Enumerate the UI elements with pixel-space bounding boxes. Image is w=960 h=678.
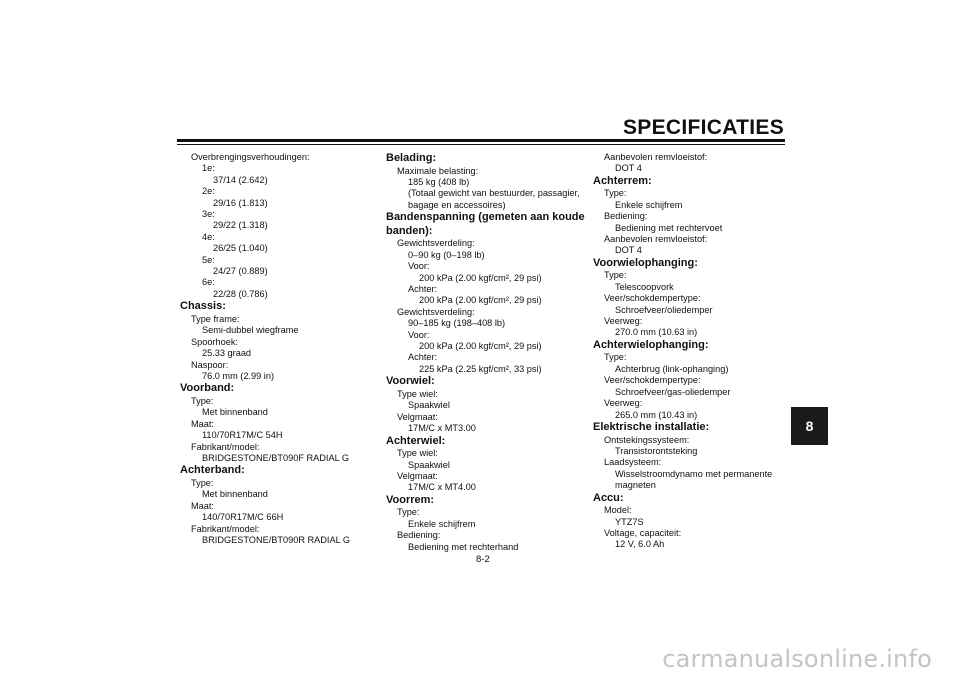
spec-line: Maximale belasting: — [397, 165, 479, 176]
section-heading: banden): — [386, 224, 433, 237]
spec-line: Spoorhoek: — [191, 336, 238, 347]
header-rule-thick — [177, 139, 785, 142]
spec-line: BRIDGESTONE/BT090F RADIAL G — [202, 452, 350, 463]
spec-line: 5e: — [202, 254, 215, 265]
spec-line: Aanbevolen remvloeistof: — [604, 234, 708, 245]
spec-line: Type: — [604, 352, 627, 363]
spec-line: Aanbevolen remvloeistof: — [604, 152, 708, 162]
section-heading: Bandenspanning (gemeten aan koude — [386, 211, 585, 224]
spec-line: Spaakwiel — [408, 459, 450, 470]
spec-line: Voor: — [408, 261, 430, 272]
spec-line: YTZ7S — [615, 516, 644, 527]
spec-line: 265.0 mm (10.43 in) — [615, 409, 698, 420]
spec-line: Voor: — [408, 329, 430, 340]
spec-line: Veerweg: — [604, 398, 643, 409]
section-heading: Voorwiel: — [386, 375, 435, 388]
spec-line: Met binnenband — [202, 407, 268, 418]
spec-line: Veerweg: — [604, 316, 643, 327]
spec-line: Met binnenband — [202, 489, 268, 500]
section-heading: Achterwielophanging: — [593, 338, 709, 351]
spec-line: Wisselstroomdynamo met permanente — [615, 468, 773, 479]
spec-line: Model: — [604, 505, 632, 516]
spec-line: Velgmaat: — [397, 470, 438, 481]
spec-line: Type wiel: — [397, 388, 438, 399]
spec-line: 17M/C x MT3.00 — [408, 423, 476, 434]
header-rule-thin — [177, 144, 785, 145]
spec-line: Enkele schijfrem — [408, 518, 476, 529]
spec-line: 6e: — [202, 277, 215, 288]
spec-line: 29/16 (1.813) — [213, 197, 268, 208]
spec-line: DOT 4 — [615, 163, 642, 174]
page-number: 8-2 — [476, 554, 490, 565]
spec-line: 12 V, 6.0 Ah — [615, 539, 665, 550]
page-title: SPECIFICATIES — [622, 116, 784, 139]
spec-line: BRIDGESTONE/BT090R RADIAL G — [202, 534, 351, 545]
spec-line: magneten — [615, 480, 656, 491]
spec-line: 2e: — [202, 186, 215, 197]
spec-line: Schroefveer/oliedemper — [615, 304, 713, 315]
spec-line: 25.33 graad — [202, 348, 252, 359]
spec-line: Velgmaat: — [397, 411, 438, 422]
spec-line: Telescoopvork — [615, 281, 674, 292]
spec-line: Enkele schijfrem — [615, 199, 683, 210]
spec-line: Bediening met rechtervoet — [615, 222, 723, 233]
spec-line: Type: — [191, 477, 214, 488]
spec-column-1 — [180, 152, 380, 546]
spec-line: 200 kPa (2.00 kgf/cm², 29 psi) — [419, 295, 542, 306]
spec-line: Bediening met rechterhand — [408, 541, 519, 552]
spec-line: Gewichtsverdeling: — [397, 238, 475, 249]
spec-line: Ontstekingssysteem: — [604, 434, 690, 445]
spec-line: Semi-dubbel wiegframe — [202, 325, 299, 336]
spec-column-3 — [593, 152, 793, 551]
spec-line: 1e: — [202, 163, 215, 174]
spec-line: Achter: — [408, 352, 438, 363]
spec-line: Type frame: — [191, 313, 240, 324]
spec-line: (Totaal gewicht van bestuurder, passagier, — [408, 188, 580, 199]
spec-column-2 — [386, 152, 586, 553]
spec-line: Bediening: — [397, 530, 441, 541]
spec-line: Gewichtsverdeling: — [397, 306, 475, 317]
spec-line: 270.0 mm (10.63 in) — [615, 327, 698, 338]
spec-line: 3e: — [202, 209, 215, 220]
chapter-tab[interactable]: 8 — [791, 407, 828, 445]
spec-line: 4e: — [202, 231, 215, 242]
section-heading: Achterwiel: — [386, 434, 446, 447]
spec-line: 17M/C x MT4.00 — [408, 482, 476, 493]
spec-line: Overbrengingsverhoudingen: — [191, 152, 310, 162]
spec-line: Schroefveer/gas-oliedemper — [615, 386, 731, 397]
spec-line: bagage en accessoires) — [408, 199, 506, 210]
spec-line: Type: — [191, 395, 214, 406]
watermark: carmanualsonline.info — [662, 645, 932, 673]
spec-line: Transistorontsteking — [615, 445, 698, 456]
spec-line: 29/22 (1.318) — [213, 220, 268, 231]
section-heading: Voorwielophanging: — [593, 256, 698, 269]
spec-line: Veer/schokdempertype: — [604, 293, 701, 304]
spec-line: 110/70R17M/C 54H — [202, 430, 283, 441]
spec-line: 26/25 (1.040) — [213, 243, 268, 254]
spec-line: 0–90 kg (0–198 lb) — [408, 249, 485, 260]
spec-line: 22/28 (0.786) — [213, 288, 268, 299]
section-heading: Voorband: — [180, 382, 235, 395]
spec-line: Fabrikant/model: — [191, 523, 260, 534]
section-heading: Achterrem: — [593, 174, 652, 187]
section-heading: Chassis: — [180, 300, 226, 313]
spec-line: Fabrikant/model: — [191, 441, 260, 452]
spec-line: 37/14 (2.642) — [213, 174, 268, 185]
spec-line: 200 kPa (2.00 kgf/cm², 29 psi) — [419, 341, 542, 352]
section-heading: Belading: — [386, 152, 437, 164]
spec-line: 76.0 mm (2.99 in) — [202, 370, 274, 381]
spec-line: Maat: — [191, 500, 214, 511]
spec-line: 140/70R17M/C 66H — [202, 512, 284, 523]
spec-line: Type: — [604, 188, 627, 199]
spec-line: Type wiel: — [397, 448, 438, 459]
spec-line: Achterbrug (link-ophanging) — [615, 363, 729, 374]
spec-line: Voltage, capaciteit: — [604, 527, 682, 538]
spec-line: Laadsysteem: — [604, 457, 662, 468]
section-heading: Accu: — [593, 491, 624, 504]
spec-line: Maat: — [191, 418, 214, 429]
spec-line: 225 kPa (2.25 kgf/cm², 33 psi) — [419, 363, 542, 374]
spec-line: Spaakwiel — [408, 400, 450, 411]
section-heading: Voorrem: — [386, 493, 435, 506]
spec-line: Bediening: — [604, 211, 648, 222]
spec-line: 200 kPa (2.00 kgf/cm², 29 psi) — [419, 272, 542, 283]
spec-line: Achter: — [408, 284, 438, 295]
spec-line: DOT 4 — [615, 245, 642, 256]
spec-line: Type: — [604, 270, 627, 281]
section-heading: Elektrische installatie: — [593, 420, 710, 433]
spec-line: 90–185 kg (198–408 lb) — [408, 318, 506, 329]
spec-line: 185 kg (408 lb) — [408, 177, 470, 187]
spec-line: Naspoor: — [191, 359, 229, 370]
section-heading: Achterband: — [180, 464, 245, 477]
spec-line: Veer/schokdempertype: — [604, 375, 701, 386]
spec-line: 24/27 (0.889) — [213, 266, 268, 277]
spec-line: Type: — [397, 507, 420, 518]
